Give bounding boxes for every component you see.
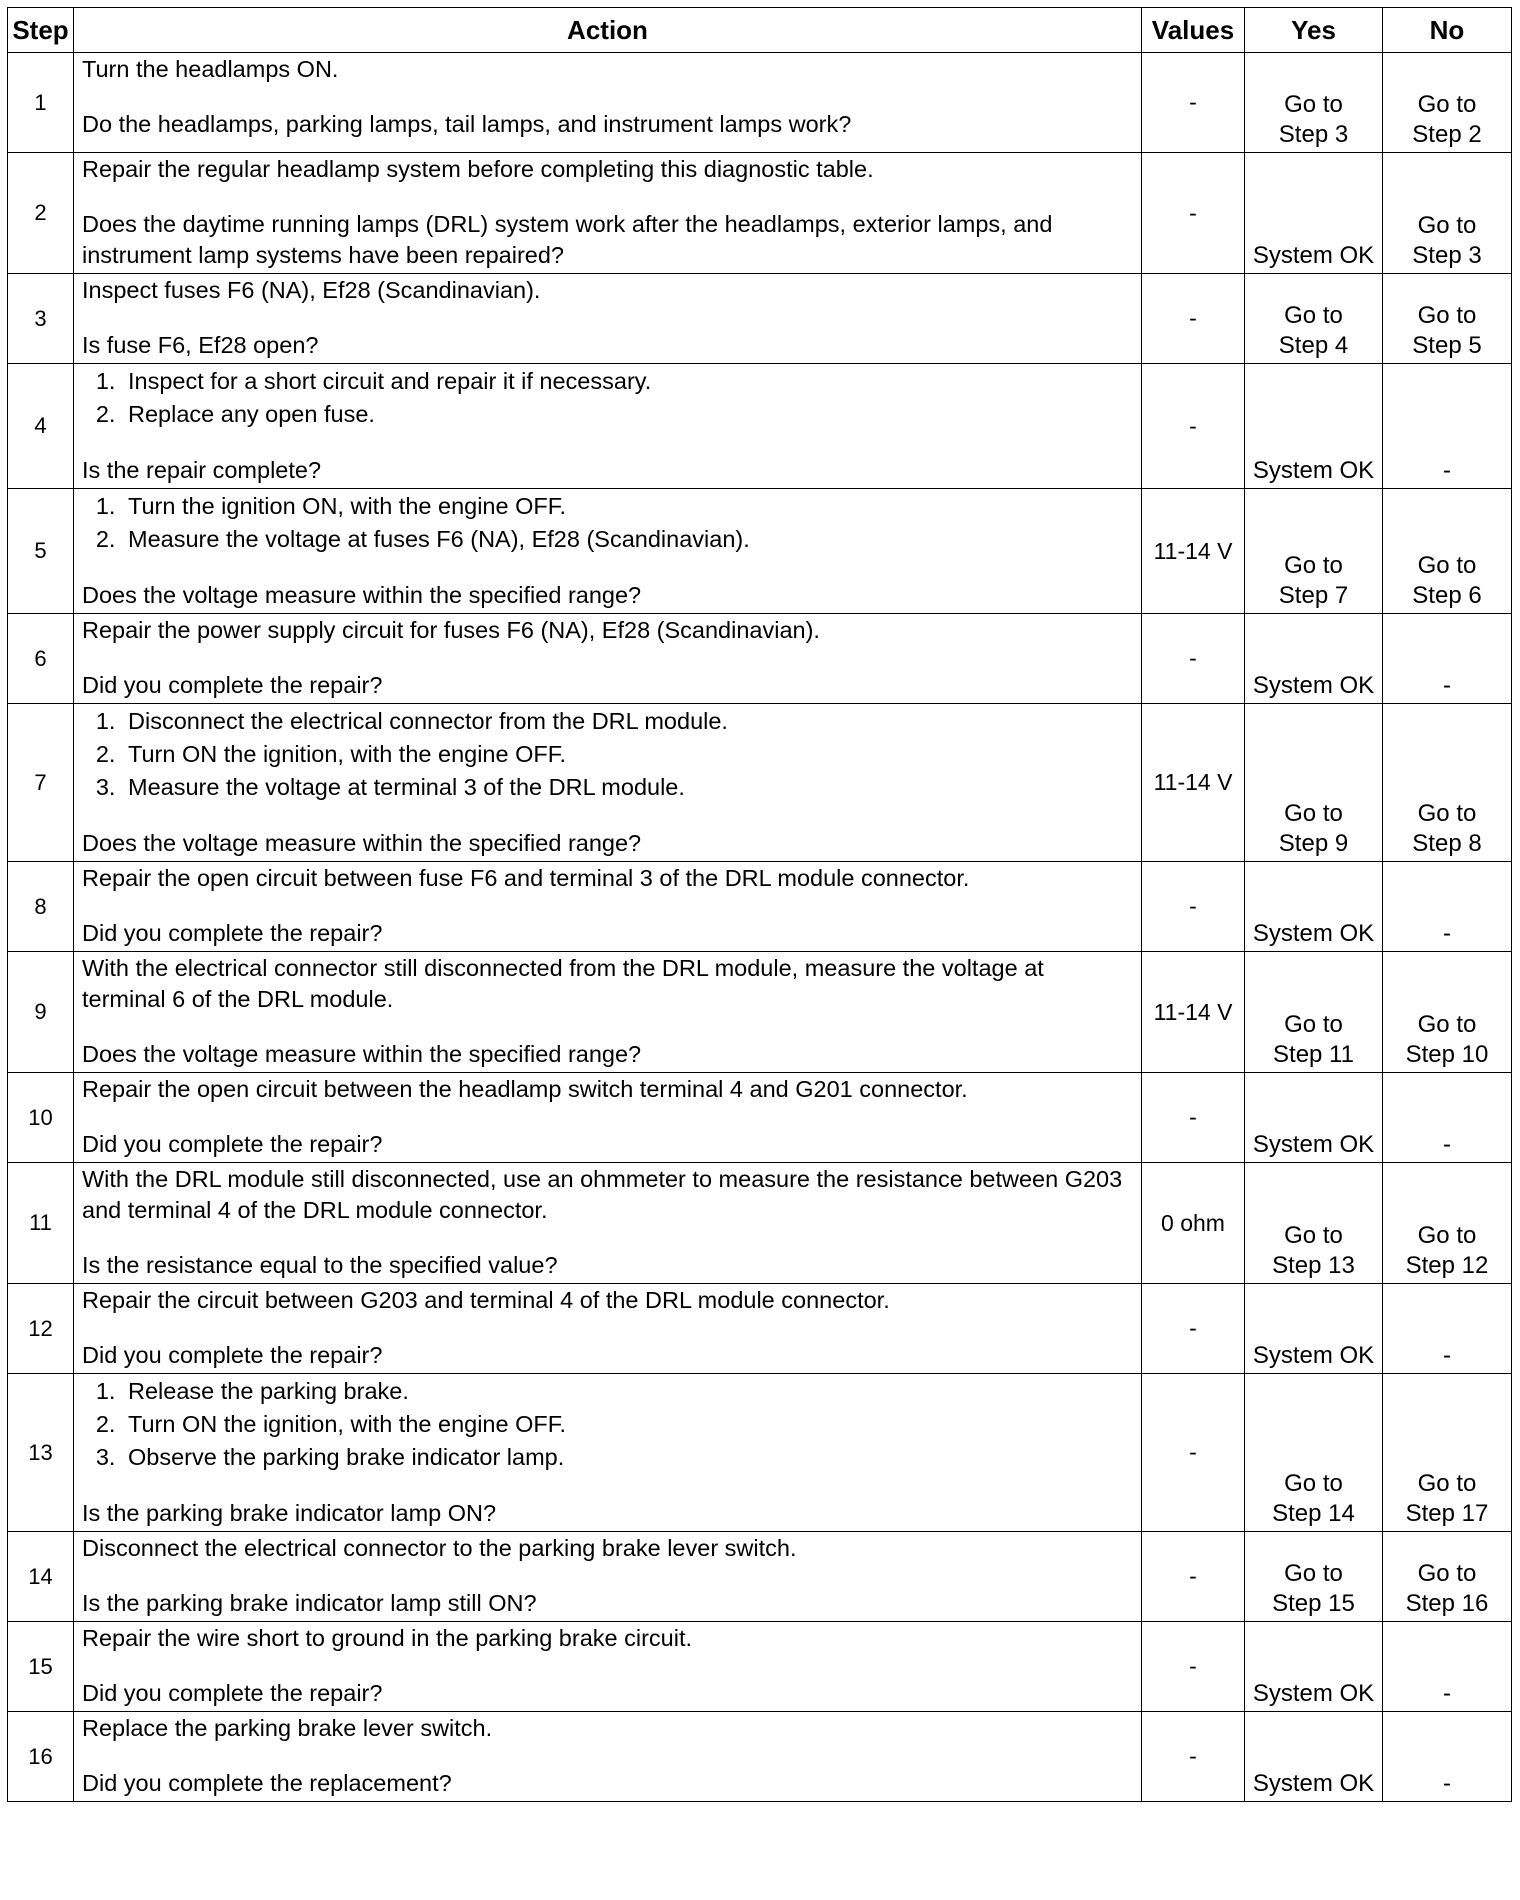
yes-result xyxy=(1245,1532,1383,1622)
header-no: No xyxy=(1383,8,1512,53)
step-number: 3 xyxy=(8,274,74,364)
yes-result-line: Go to xyxy=(1284,1470,1343,1497)
table-row xyxy=(8,1073,1512,1163)
specified-value: - xyxy=(1142,1073,1245,1163)
action-text: Repair the wire short to ground in the parking brake circuit. xyxy=(82,1625,693,1651)
action-question: Does the voltage measure within the specified range? xyxy=(82,582,642,608)
no-result xyxy=(1383,364,1512,489)
no-result xyxy=(1383,862,1512,952)
action-cell xyxy=(74,364,1142,489)
yes-result-line: Step 4 xyxy=(1278,332,1349,359)
no-result xyxy=(1383,1374,1512,1532)
specified-value: - xyxy=(1142,1284,1245,1374)
specified-value: - xyxy=(1142,1622,1245,1712)
no-result-line: Go to xyxy=(1417,1222,1477,1249)
yes-result-line: Step 13 xyxy=(1272,1252,1355,1279)
no-result-line: Step 8 xyxy=(1412,830,1482,857)
yes-result-line: Step 7 xyxy=(1278,582,1349,609)
action-text: Disconnect the electrical connector to the parking brake lever switch. xyxy=(82,1535,797,1561)
action-step-item: 2. Replace any open fuse. xyxy=(122,398,1133,431)
table-row xyxy=(8,1374,1512,1532)
table-row xyxy=(8,1163,1512,1284)
no-result-line: - xyxy=(1443,672,1451,699)
action-question: Did you complete the repair? xyxy=(82,1342,383,1368)
action-question: Is the resistance equal to the specified value? xyxy=(82,1252,558,1278)
table-row xyxy=(8,952,1512,1073)
no-result-line: Go to xyxy=(1417,302,1477,329)
action-text: Replace the parking brake lever switch. xyxy=(82,1715,493,1741)
no-result xyxy=(1383,1712,1512,1802)
yes-result-line: System OK xyxy=(1252,1342,1375,1369)
action-cell xyxy=(74,704,1142,862)
step-number: 16 xyxy=(8,1712,74,1802)
action-step-item: 3. Measure the voltage at terminal 3 of the DRL module. xyxy=(122,771,1133,804)
table-body xyxy=(8,53,1512,1802)
no-result xyxy=(1383,952,1512,1073)
action-question: Do the headlamps, parking lamps, tail lamps, and instrument lamps work? xyxy=(82,111,852,137)
table-row xyxy=(8,614,1512,704)
no-result-line: Go to xyxy=(1417,552,1477,579)
action-question: Did you complete the repair? xyxy=(82,1131,383,1157)
yes-result-line: System OK xyxy=(1252,672,1375,699)
specified-value: - xyxy=(1142,153,1245,274)
action-text: With the electrical connector still disconnected from the DRL module, measure the voltage at terminal 6 of the DRL module. xyxy=(82,955,1044,1012)
yes-result-line: System OK xyxy=(1252,1131,1375,1158)
yes-result xyxy=(1245,704,1383,862)
yes-result-line: Step 9 xyxy=(1278,830,1349,857)
header-action: Action xyxy=(74,8,1142,53)
step-number: 11 xyxy=(8,1163,74,1284)
action-cell xyxy=(74,1532,1142,1622)
specified-value: - xyxy=(1142,364,1245,489)
specified-value: 11-14 V xyxy=(1142,489,1245,614)
action-steps-list xyxy=(82,1375,1133,1474)
action-cell xyxy=(74,614,1142,704)
action-cell xyxy=(74,1163,1142,1284)
step-number: 14 xyxy=(8,1532,74,1622)
step-number: 10 xyxy=(8,1073,74,1163)
action-step-item: 2. Turn ON the ignition, with the engine OFF. xyxy=(122,738,1133,771)
no-result-line: Step 3 xyxy=(1412,242,1482,269)
action-question: Is the parking brake indicator lamp still ON? xyxy=(82,1590,537,1616)
yes-result xyxy=(1245,53,1383,153)
yes-result xyxy=(1245,862,1383,952)
no-result-line: - xyxy=(1443,920,1451,947)
step-number: 4 xyxy=(8,364,74,489)
header-yes: Yes xyxy=(1245,8,1383,53)
yes-result-line: Go to xyxy=(1284,1222,1343,1249)
yes-result xyxy=(1245,489,1383,614)
no-result-line: Go to xyxy=(1417,1560,1477,1587)
table-row xyxy=(8,1532,1512,1622)
action-step-item: 1. Inspect for a short circuit and repair it if necessary. xyxy=(122,365,1133,398)
no-result xyxy=(1383,1622,1512,1712)
specified-value: - xyxy=(1142,614,1245,704)
table-row xyxy=(8,274,1512,364)
step-number: 2 xyxy=(8,153,74,274)
action-cell xyxy=(74,1622,1142,1712)
yes-result-line: Go to xyxy=(1284,91,1343,118)
no-result-line: Go to xyxy=(1417,91,1477,118)
no-result-line: Go to xyxy=(1417,1011,1477,1038)
specified-value: 0 ohm xyxy=(1142,1163,1245,1284)
yes-result xyxy=(1245,364,1383,489)
table-row xyxy=(8,489,1512,614)
table-row xyxy=(8,1284,1512,1374)
step-number: 6 xyxy=(8,614,74,704)
no-result xyxy=(1383,704,1512,862)
action-steps-list xyxy=(82,490,1133,556)
action-question: Did you complete the replacement? xyxy=(82,1770,452,1796)
step-number: 13 xyxy=(8,1374,74,1532)
yes-result-line: Step 3 xyxy=(1278,121,1349,148)
yes-result xyxy=(1245,274,1383,364)
action-cell xyxy=(74,274,1142,364)
yes-result xyxy=(1245,1712,1383,1802)
table-row xyxy=(8,364,1512,489)
action-text: Repair the regular headlamp system before completing this diagnostic table. xyxy=(82,156,874,182)
action-question: Did you complete the repair? xyxy=(82,672,383,698)
yes-result xyxy=(1245,153,1383,274)
specified-value: - xyxy=(1142,1712,1245,1802)
yes-result-line: Go to xyxy=(1284,1011,1343,1038)
action-step-item: 1. Release the parking brake. xyxy=(122,1375,1133,1408)
action-step-item: 1. Turn the ignition ON, with the engine OFF. xyxy=(122,490,1133,523)
table-row xyxy=(8,704,1512,862)
header-values: Values xyxy=(1142,8,1245,53)
yes-result xyxy=(1245,1073,1383,1163)
yes-result-line: Step 14 xyxy=(1272,1500,1355,1527)
step-number: 5 xyxy=(8,489,74,614)
no-result-line: - xyxy=(1443,1342,1451,1369)
table-row xyxy=(8,53,1512,153)
no-result-line: Go to xyxy=(1417,800,1477,827)
action-steps-list xyxy=(82,705,1133,804)
yes-result-line: Go to xyxy=(1284,552,1343,579)
no-result-line: - xyxy=(1443,1131,1451,1158)
action-step-item: 2. Measure the voltage at fuses F6 (NA), Ef28 (Scandinavian). xyxy=(122,523,1133,556)
step-number: 9 xyxy=(8,952,74,1073)
action-text: Repair the circuit between G203 and terminal 4 of the DRL module connector. xyxy=(82,1287,890,1313)
yes-result-line: System OK xyxy=(1252,920,1375,947)
action-text: Repair the open circuit between fuse F6 and terminal 3 of the DRL module connector. xyxy=(82,865,970,891)
no-result-line: Step 16 xyxy=(1405,1590,1489,1617)
yes-result xyxy=(1245,1374,1383,1532)
action-question: Is fuse F6, Ef28 open? xyxy=(82,332,319,358)
table-row xyxy=(8,1622,1512,1712)
action-question: Is the parking brake indicator lamp ON? xyxy=(82,1500,497,1526)
table-row xyxy=(8,1712,1512,1802)
no-result xyxy=(1383,1163,1512,1284)
action-text: Repair the open circuit between the headlamp switch terminal 4 and G201 connector. xyxy=(82,1076,968,1102)
action-question: Is the repair complete? xyxy=(82,457,322,483)
yes-result xyxy=(1245,1284,1383,1374)
step-number: 15 xyxy=(8,1622,74,1712)
action-question: Does the daytime running lamps (DRL) system work after the headlamps, exterior lamps, and instrument lamp systems have been repaired? xyxy=(82,211,1053,268)
specified-value: - xyxy=(1142,53,1245,153)
action-question: Does the voltage measure within the specified range? xyxy=(82,1041,642,1067)
specified-value: - xyxy=(1142,1532,1245,1622)
no-result xyxy=(1383,153,1512,274)
action-step-item: 2. Turn ON the ignition, with the engine OFF. xyxy=(122,1408,1133,1441)
no-result-line: Step 2 xyxy=(1412,121,1482,148)
no-result-line: Step 10 xyxy=(1405,1041,1489,1068)
yes-result xyxy=(1245,952,1383,1073)
action-cell xyxy=(74,1073,1142,1163)
yes-result-line: Go to xyxy=(1284,800,1343,827)
yes-result-line: Go to xyxy=(1284,1560,1343,1587)
yes-result-line: System OK xyxy=(1252,457,1375,484)
specified-value: - xyxy=(1142,1374,1245,1532)
yes-result-line: Step 11 xyxy=(1273,1041,1354,1068)
action-steps-list xyxy=(82,365,1133,431)
step-number: 7 xyxy=(8,704,74,862)
table-row xyxy=(8,153,1512,274)
no-result-line: Step 12 xyxy=(1405,1252,1489,1279)
header-row xyxy=(8,8,1512,53)
step-number: 1 xyxy=(8,53,74,153)
yes-result xyxy=(1245,1622,1383,1712)
no-result-line: Step 5 xyxy=(1412,332,1482,359)
no-result xyxy=(1383,53,1512,153)
action-text: Turn the headlamps ON. xyxy=(82,56,339,82)
action-cell xyxy=(74,1712,1142,1802)
specified-value: 11-14 V xyxy=(1142,704,1245,862)
action-text: Inspect fuses F6 (NA), Ef28 (Scandinavian). xyxy=(82,277,541,303)
table-row xyxy=(8,862,1512,952)
action-text: Repair the power supply circuit for fuses F6 (NA), Ef28 (Scandinavian). xyxy=(82,617,820,643)
action-cell xyxy=(74,862,1142,952)
yes-result-line: System OK xyxy=(1252,1680,1375,1707)
no-result-line: Step 6 xyxy=(1412,582,1482,609)
no-result-line: Step 17 xyxy=(1405,1500,1489,1527)
action-question: Did you complete the repair? xyxy=(82,1680,383,1706)
no-result-line: Go to xyxy=(1417,212,1477,239)
no-result xyxy=(1383,1532,1512,1622)
action-text: With the DRL module still disconnected, use an ohmmeter to measure the resistance between G203 and terminal 4 of the DRL module connector. xyxy=(82,1166,1123,1223)
no-result-line: - xyxy=(1443,1680,1451,1707)
step-number: 8 xyxy=(8,862,74,952)
no-result-line: - xyxy=(1443,457,1451,484)
header-step: Step xyxy=(8,8,74,53)
action-cell xyxy=(74,153,1142,274)
specified-value: - xyxy=(1142,274,1245,364)
yes-result xyxy=(1245,614,1383,704)
no-result xyxy=(1383,1073,1512,1163)
specified-value: 11-14 V xyxy=(1142,952,1245,1073)
action-cell xyxy=(74,952,1142,1073)
action-cell xyxy=(74,489,1142,614)
yes-result-line: System OK xyxy=(1252,1770,1375,1797)
action-question: Did you complete the repair? xyxy=(82,920,383,946)
no-result-line: Go to xyxy=(1417,1470,1477,1497)
specified-value: - xyxy=(1142,862,1245,952)
action-cell xyxy=(74,53,1142,153)
action-question: Does the voltage measure within the specified range? xyxy=(82,830,642,856)
yes-result-line: Go to xyxy=(1284,302,1343,329)
yes-result-line: System OK xyxy=(1252,242,1375,269)
no-result xyxy=(1383,1284,1512,1374)
no-result-line: - xyxy=(1443,1770,1451,1797)
no-result xyxy=(1383,274,1512,364)
diagnostic-table xyxy=(7,7,1512,1802)
action-cell xyxy=(74,1284,1142,1374)
yes-result xyxy=(1245,1163,1383,1284)
action-cell xyxy=(74,1374,1142,1532)
action-step-item: 3. Observe the parking brake indicator lamp. xyxy=(122,1441,1133,1474)
no-result xyxy=(1383,489,1512,614)
no-result xyxy=(1383,614,1512,704)
step-number: 12 xyxy=(8,1284,74,1374)
yes-result-line: Step 15 xyxy=(1272,1590,1355,1617)
action-step-item: 1. Disconnect the electrical connector from the DRL module. xyxy=(122,705,1133,738)
